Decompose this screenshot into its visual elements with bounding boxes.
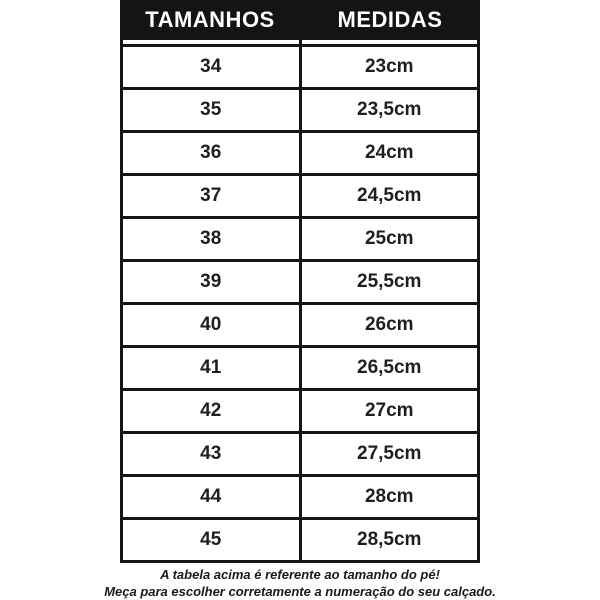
measure-cell: 25cm (300, 218, 479, 261)
table-row (122, 175, 479, 218)
column-header-medidas: MEDIDAS (337, 7, 443, 32)
size-cell: 34 (122, 46, 301, 89)
measure-cell: 28cm (300, 476, 479, 519)
table-row (122, 347, 479, 390)
gap-left-border (120, 40, 123, 44)
measure-cell: 23,5cm (300, 89, 479, 132)
size-table (120, 0, 480, 563)
size-cell: 39 (122, 261, 301, 304)
size-table-body (120, 44, 480, 563)
table-row (122, 46, 479, 89)
measure-cell: 24,5cm (300, 175, 479, 218)
caption-line-1: A tabela acima é referente ao tamanho do pé! (160, 567, 440, 582)
size-cell: 43 (122, 433, 301, 476)
column-header-tamanhos: TAMANHOS (145, 7, 275, 32)
measure-cell: 24cm (300, 132, 479, 175)
size-cell: 40 (122, 304, 301, 347)
table-row (122, 476, 479, 519)
size-cell: 37 (122, 175, 301, 218)
measure-cell: 23cm (300, 46, 479, 89)
table-header-row (120, 0, 480, 40)
measure-cell: 26,5cm (300, 347, 479, 390)
table-row (122, 390, 479, 433)
table-row (122, 304, 479, 347)
size-cell: 42 (122, 390, 301, 433)
caption-line-2: Meça para escolher corretamente a numeração do seu calçado. (104, 584, 496, 599)
measure-cell: 26cm (300, 304, 479, 347)
table-row (122, 519, 479, 562)
table-caption (0, 566, 600, 600)
measure-cell: 27,5cm (300, 433, 479, 476)
size-cell: 36 (122, 132, 301, 175)
size-cell: 38 (122, 218, 301, 261)
measure-cell: 28,5cm (300, 519, 479, 562)
measure-cell: 25,5cm (300, 261, 479, 304)
size-cell: 44 (122, 476, 301, 519)
gap-right-border (477, 40, 480, 44)
measure-cell: 27cm (300, 390, 479, 433)
size-cell: 35 (122, 89, 301, 132)
table-row (122, 218, 479, 261)
table-row (122, 132, 479, 175)
table-row (122, 261, 479, 304)
header-body-gap (120, 40, 480, 44)
table-row (122, 89, 479, 132)
table-row (122, 433, 479, 476)
gap-middle-border (299, 40, 302, 44)
size-cell: 45 (122, 519, 301, 562)
size-cell: 41 (122, 347, 301, 390)
